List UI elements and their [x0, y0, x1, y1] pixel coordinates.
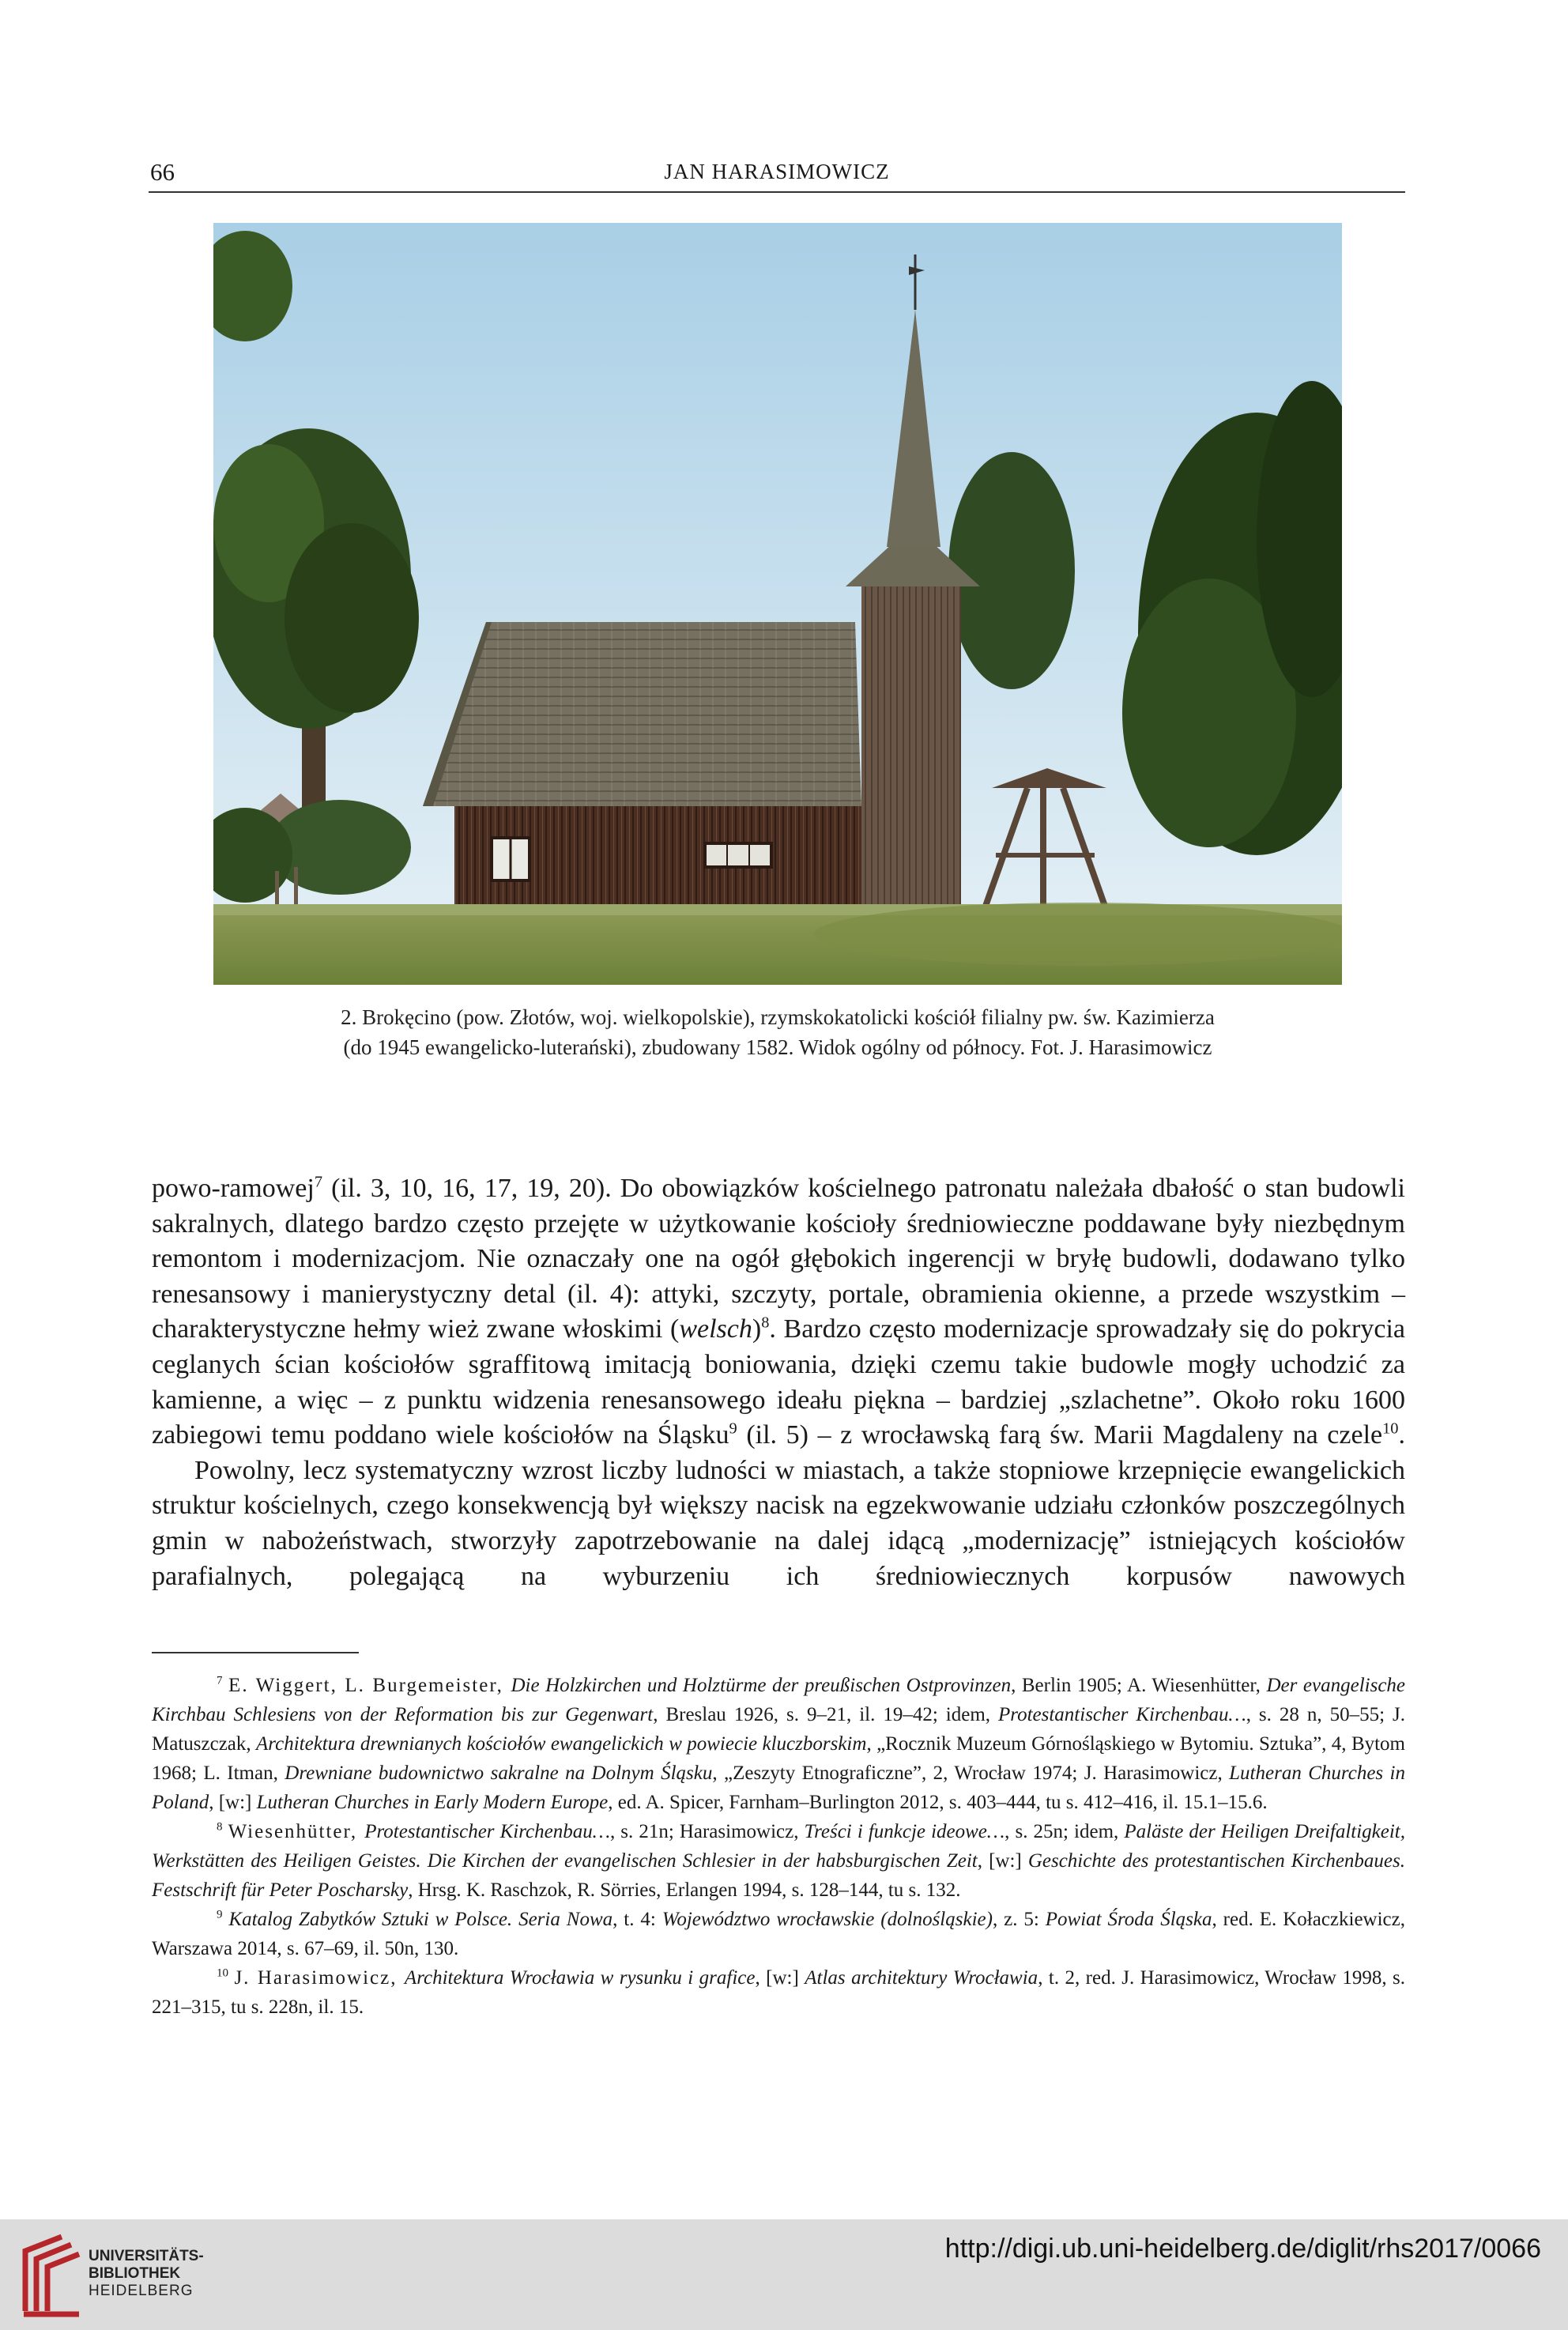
footnote-10: [152, 1963, 1405, 2022]
logo-line: BIBLIOTHEK: [89, 2265, 181, 2282]
footnote-8: [152, 1817, 1405, 1905]
text-run-italic: Protestantischer Kirchenbau…: [998, 1704, 1246, 1725]
text-run: (il. 3, 10, 16, 17, 19, 20). Do obowiązków kościelnego patronatu należała dbałość o stan budowli sakralnych, dlatego bardzo często przejęte w użytkowanie kościoły średniowieczne poddawane były niezbędnym remontom i modernizacjom. Nie oznaczały one na ogół głębokich ingerencji w bryłę budowli, dodawano tylko renesansowy i manierystyczny detal (il. 4): attyki, szczyty, portale, obramienia okienne, a przede wszystkim – charakterystyczne hełmy wież zwane włoskimi (: [152, 1174, 1405, 1344]
text-run: , [w:]: [755, 1967, 805, 1989]
footnotes: [152, 1671, 1405, 2022]
library-logo-icon: [21, 2232, 82, 2319]
footnote-number: 7: [217, 1674, 223, 1687]
text-run: ): [752, 1314, 762, 1344]
footnote-number: 10: [217, 1966, 228, 1980]
text-run-italic: Geschichte des protestantischen Kirchenbaues. Festschrift für Peter Poscharsky: [152, 1850, 1405, 1901]
body-text: [152, 1171, 1405, 1594]
source-url-link[interactable]: http://digi.ub.uni-heidelberg.de/diglit/rhs2017/0066: [944, 2234, 1541, 2264]
text-run: , s. 25n; idem,: [1004, 1821, 1125, 1842]
text-run-italic: Die Holzkirchen und Holztürme der preußischen Ostprovinzen: [511, 1675, 1012, 1696]
footnote-ref: 8: [761, 1314, 770, 1333]
text-run: Wiesenhütter,: [228, 1821, 365, 1842]
text-run-italic: Protestantischer Kirchenbau…: [364, 1821, 610, 1842]
text-run: , [w:]: [977, 1850, 1028, 1872]
text-run: , z. 5:: [992, 1909, 1046, 1930]
text-run-italic: Architektura drewnianych kościołów ewangelickich w powiecie kluczborskim: [256, 1733, 867, 1755]
text-run: , s. 21n; Harasimowicz,: [609, 1821, 805, 1842]
text-run: , ed. A. Spicer, Farnham–Burlington 2012, s. 403–444, tu s. 412–416, il. 15.1–15.6.: [608, 1792, 1268, 1813]
text-run-italic: Treści i funkcje ideowe…: [804, 1821, 1005, 1842]
paragraph: [152, 1171, 1405, 1453]
text-run-italic: Drewniane budownictwo sakralne na Dolnym Śląsku: [285, 1763, 713, 1784]
text-run-italic: Paläste der Heiligen Dreifaltigkeit, Werkstätten des Heiligen Geistes. Die Kirchen der evangelischen Schlesier in der habsburgischen Zeit: [152, 1821, 1405, 1872]
text-run: J. Harasimowicz,: [234, 1967, 405, 1989]
running-head: [149, 156, 1405, 193]
text-run: E. Wiggert, L. Burgemeister,: [228, 1675, 511, 1696]
text-run-italic: welsch: [679, 1314, 752, 1344]
paragraph: Powolny, lecz systematyczny wzrost liczby ludności w miastach, a także stopniowe krzepnięcie ewangelickich struktur kościelnych, czego konsekwencją był większy nacisk na egzekwowanie udziału członków poszczególnych gmin w nabożeństwach, stworzyły zapotrzebowanie na dalej idącą „modernizację” istniejących kościołów parafialnych, polegającą na wyburzeniu ich średniowiecznych korpusów nawowych: [152, 1455, 1405, 1591]
running-head-author: JAN HARASIMOWICZ: [664, 160, 890, 183]
text-run: , t. 2, red. J. Harasimowicz, Wrocław 1998, s. 221–315, tu s. 228n, il. 15.: [152, 1967, 1406, 2018]
text-run-italic: Katalog Zabytków Sztuki w Polsce. Seria Nowa: [228, 1909, 613, 1930]
text-run: , „Zeszyty Etnograficzne”, 2, Wrocław 1974; J. Harasimowicz,: [712, 1763, 1230, 1784]
church-photo-illustration: [213, 223, 1342, 985]
logo-line: UNIVERSITÄTS-: [89, 2248, 204, 2264]
text-run: , Breslau 1926, s. 9–21, il. 19–42; idem,: [653, 1704, 999, 1725]
footnote-ref: 7: [314, 1173, 323, 1191]
figure-caption: [182, 1002, 1374, 1062]
text-run: , Berlin 1905; A. Wiesenhütter,: [1011, 1675, 1267, 1696]
figure-photo-church: [213, 223, 1342, 985]
text-run-italic: Powiat Środa Śląska: [1045, 1909, 1212, 1930]
logo-line: HEIDELBERG: [89, 2283, 194, 2299]
text-run: , s. 28 n, 50–55; J. Matuszczak,: [152, 1704, 1406, 1755]
library-logo-text: [89, 2248, 247, 2300]
text-run-italic: Architektura Wrocławia w rysunku i grafice: [404, 1967, 756, 1989]
text-run: , t. 4:: [612, 1909, 662, 1930]
text-run-italic: Atlas architektury Wrocławia: [805, 1967, 1038, 1989]
text-run: powo-ramowej: [152, 1174, 315, 1203]
text-run: , Hrsg. K. Raschzok, R. Sörries, Erlangen 1994, s. 128–144, tu s. 132.: [408, 1879, 961, 1901]
text-run: .: [1398, 1420, 1405, 1450]
footnote-number: 9: [217, 1908, 223, 1921]
text-run: (il. 5) – z wrocławską farą św. Marii Magdaleny na czele: [737, 1420, 1383, 1450]
footnote-ref: 9: [729, 1419, 737, 1438]
caption-line: (do 1945 ewangelicko-luterański), zbudowany 1582. Widok ogólny od północy. Fot. J. Harasimowicz: [343, 1035, 1212, 1059]
text-run: , red. E. Kołaczkiewicz, Warszawa 2014, s. 67–69, il. 50n, 130.: [152, 1909, 1405, 1959]
page-number: 66: [150, 158, 175, 186]
text-run: , [w:]: [209, 1792, 257, 1813]
text-run: , „Rocznik Muzeum Górnośląskiego w Bytomiu. Sztuka”, 4, Bytom 1968; L. Itman,: [152, 1733, 1406, 1784]
footnote-9: [152, 1905, 1405, 1963]
text-run-italic: Lutheran Churches in Poland: [152, 1763, 1405, 1813]
footnote-rule: [152, 1652, 359, 1653]
text-run-italic: Województwo wrocławskie (dolnośląskie): [662, 1909, 993, 1930]
text-run: . Bardzo często modernizacje sprowadzały się do pokrycia ceglanych ścian kościołów sgraffitową imitacją boniowania, dzięki czemu takie budowle mogły uchodzić za kamienne, a więc – z punktu widzenia renesansowego ideału piękna – bardziej „szlachetne”. Około roku 1600 zabiegowi temu poddano wiele kościołów na Śląsku: [152, 1314, 1405, 1450]
caption-line: 2. Brokęcino (pow. Złotów, woj. wielkopolskie), rzymskokatolicki kościół filialny pw. św. Kazimierza: [341, 1005, 1215, 1029]
text-run-italic: Lutheran Churches in Early Modern Europe: [256, 1792, 609, 1813]
footnote-7: [152, 1671, 1405, 1817]
footnote-ref: 10: [1382, 1419, 1399, 1438]
text-run-italic: Der evangelische Kirchbau Schlesiens von der Reformation bis zur Gegenwart: [152, 1675, 1406, 1725]
footnote-number: 8: [217, 1820, 223, 1834]
